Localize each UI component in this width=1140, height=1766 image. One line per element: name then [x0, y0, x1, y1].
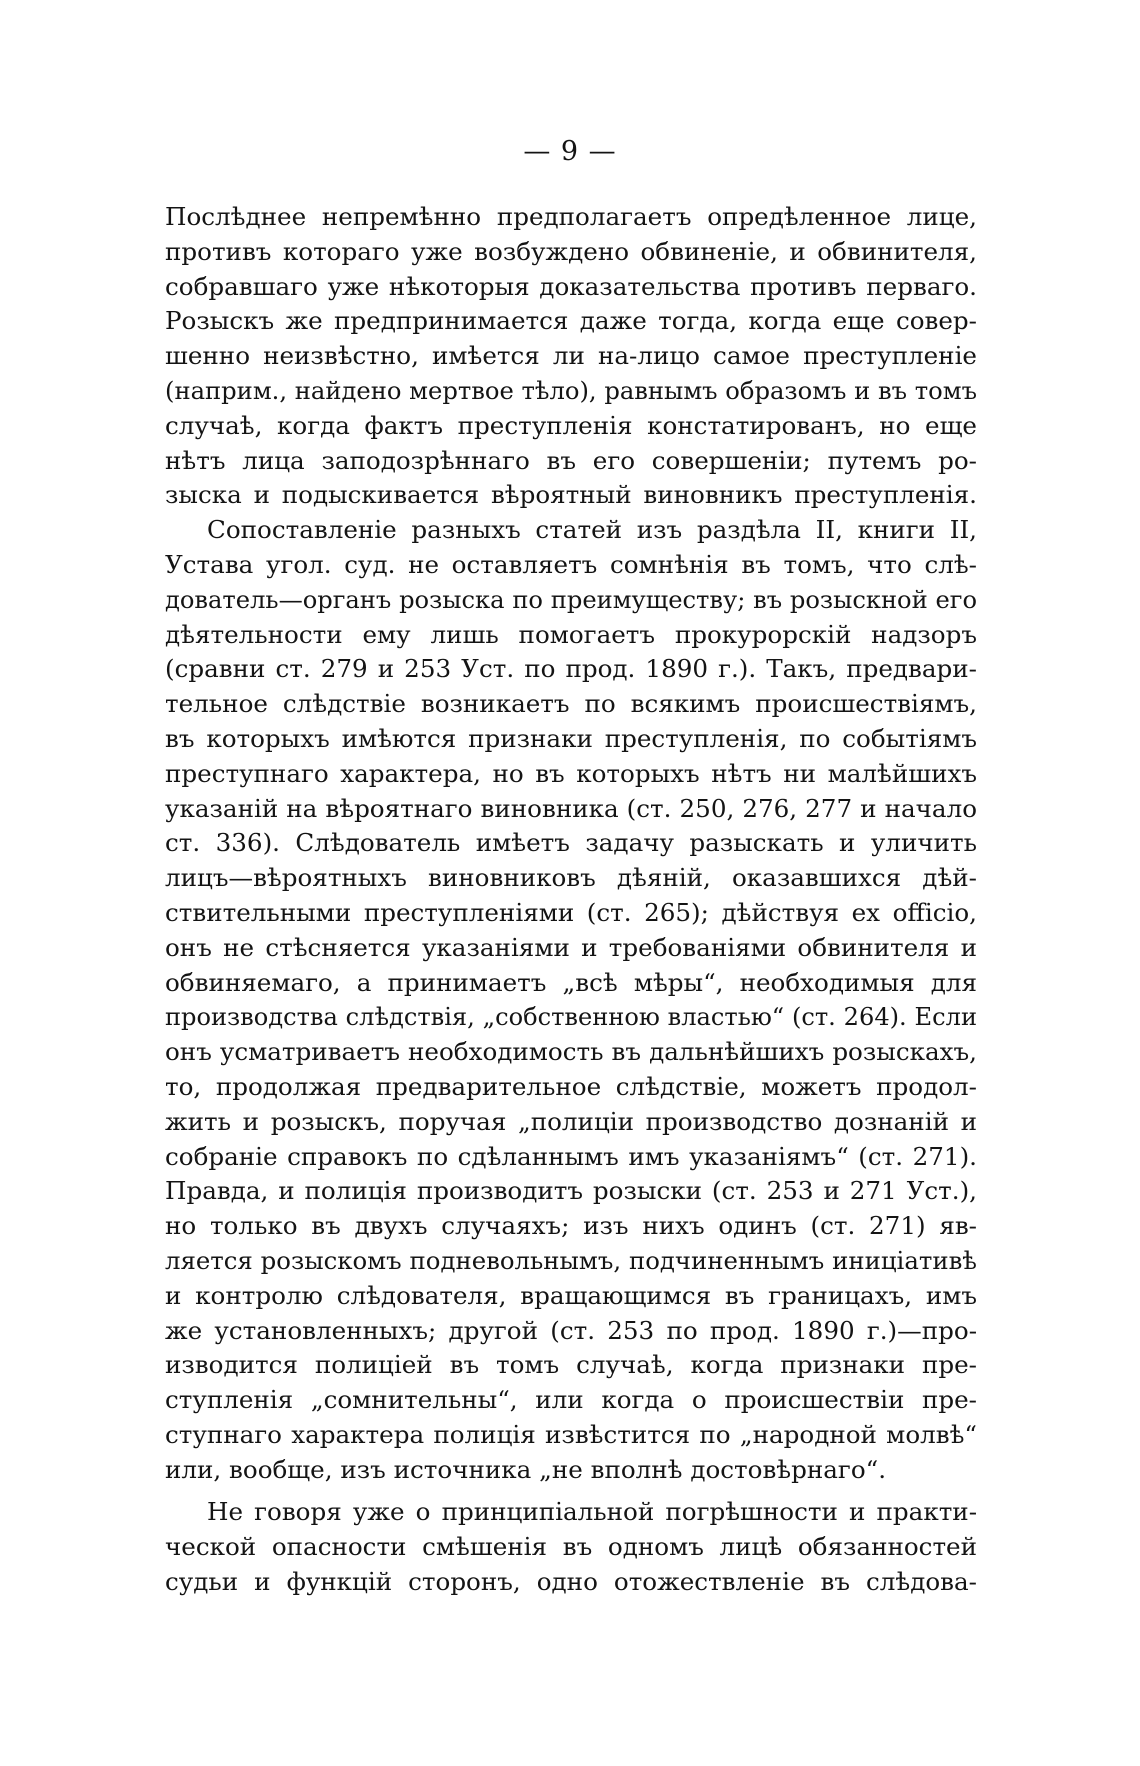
- text-line: дователь—органъ розыска по преимуществу; въ розыскной его: [165, 585, 977, 614]
- text-line: Розыскъ же предпринимается даже тогда, когда еще совер-: [165, 306, 977, 336]
- text-line: лицъ—вѣроятныхъ виновниковъ дѣяній, оказавшихся дѣй-: [165, 863, 977, 893]
- text-line: жить и розыскъ, поручая „полиціи производство дознаній и: [165, 1106, 977, 1136]
- text-line: ст. 336). Слѣдователь имѣетъ задачу разыскать и уличить: [165, 828, 977, 858]
- text-line: Сопоставленіе разныхъ статей изъ раздѣла II, книги II,: [207, 515, 977, 545]
- paragraph-3: [165, 1495, 977, 1599]
- paragraph-2: [165, 513, 977, 1487]
- text-line: ческой опасности смѣшенія въ одномъ лицѣ обязанностей: [165, 1532, 977, 1562]
- text-line: (наприм., найдено мертвое тѣло), равнымъ образомъ и въ томъ: [165, 375, 977, 405]
- text-line: Послѣднее непремѣнно предполагаетъ опредѣленное лице,: [165, 202, 977, 231]
- text-line: въ которыхъ имѣются признаки преступленія, по событіямъ: [165, 723, 977, 753]
- text-line: указаній на вѣроятнаго виновника (ст. 250, 276, 277 и начало: [165, 793, 977, 823]
- page-number: — 9 —: [523, 136, 617, 167]
- text-line: тельное слѣдствіе возникаетъ по всякимъ происшествіямъ,: [165, 689, 977, 719]
- text-line: онъ не стѣсняется указаніями и требованіями обвинителя и: [165, 932, 977, 962]
- text-line: ступнаго характера полиція извѣстится по „народной молвѣ“: [165, 1419, 977, 1449]
- text-line: Не говоря уже о принципіальной погрѣшности и практи-: [207, 1497, 977, 1527]
- text-line: производства слѣдствія, „собственною властью“ (ст. 264). Если: [165, 1003, 977, 1032]
- text-line: ляется розыскомъ подневольнымъ, подчиненнымъ иниціативѣ: [165, 1245, 977, 1275]
- paragraph-gap: [165, 1487, 977, 1495]
- text-line: преступнаго характера, но въ которыхъ нѣтъ ни малѣйшихъ: [165, 758, 977, 788]
- text-line: обвиняемаго, а принимаетъ „всѣ мѣры“, необходимыя для: [165, 967, 977, 997]
- text-line: онъ усматриваетъ необходимость въ дальнѣйшихъ розыскахъ,: [165, 1037, 977, 1067]
- text-line: случаѣ, когда фактъ преступленія констатированъ, но еще: [165, 410, 977, 440]
- text-line: Правда, и полиція производитъ розыски (ст. 253 и 271 Уст.),: [165, 1176, 977, 1206]
- paragraph-1: [165, 200, 977, 513]
- text-line: или, вообще, изъ источника „не вполнѣ достовѣрнаго“.: [165, 1454, 887, 1484]
- text-line: и контролю слѣдователя, вращающимся въ границахъ, имъ: [165, 1280, 977, 1310]
- text-line: ступленія „сомнительны“, или когда о происшествіи пре-: [165, 1385, 977, 1415]
- text-line: дѣятельности ему лишь помогаетъ прокурорскій надзоръ: [165, 619, 977, 649]
- text-line: нѣтъ лица заподозрѣннаго въ его совершеніи; путемъ ро-: [165, 445, 977, 475]
- text-line: зыска и подыскивается вѣроятный виновникъ преступленія.: [165, 480, 977, 510]
- text-line: но только въ двухъ случаяхъ; изъ нихъ одинъ (ст. 271) яв-: [165, 1211, 977, 1241]
- text-line: ствительными преступленіями (ст. 265); дѣйствуя ex officio,: [165, 897, 977, 927]
- text-line: собравшаго уже нѣкоторыя доказательства противъ перваго.: [165, 271, 977, 301]
- text-line: противъ котораго уже возбуждено обвиненіе, и обвинителя,: [165, 236, 977, 266]
- body-text: [165, 200, 977, 1600]
- text-line: Устава угол. суд. не оставляетъ сомнѣнія въ томъ, что слѣ-: [165, 549, 977, 579]
- text-line: судьи и функцій сторонъ, одно отожествленіе въ слѣдова-: [165, 1567, 977, 1597]
- text-line: (сравни ст. 279 и 253 Уст. по прод. 1890 г.). Такъ, предвари-: [165, 654, 977, 684]
- text-line: шенно неизвѣстно, имѣется ли на-лицо самое преступленіе: [165, 341, 977, 371]
- text-line: собраніе справокъ по сдѣланнымъ имъ указаніямъ“ (ст. 271).: [165, 1141, 977, 1171]
- text-line: изводится полиціей въ томъ случаѣ, когда признаки пре-: [165, 1350, 977, 1380]
- text-line: же установленныхъ; другой (ст. 253 по прод. 1890 г.)—про-: [165, 1315, 977, 1345]
- text-line: то, продолжая предварительное слѣдствіе, можетъ продол-: [165, 1071, 977, 1101]
